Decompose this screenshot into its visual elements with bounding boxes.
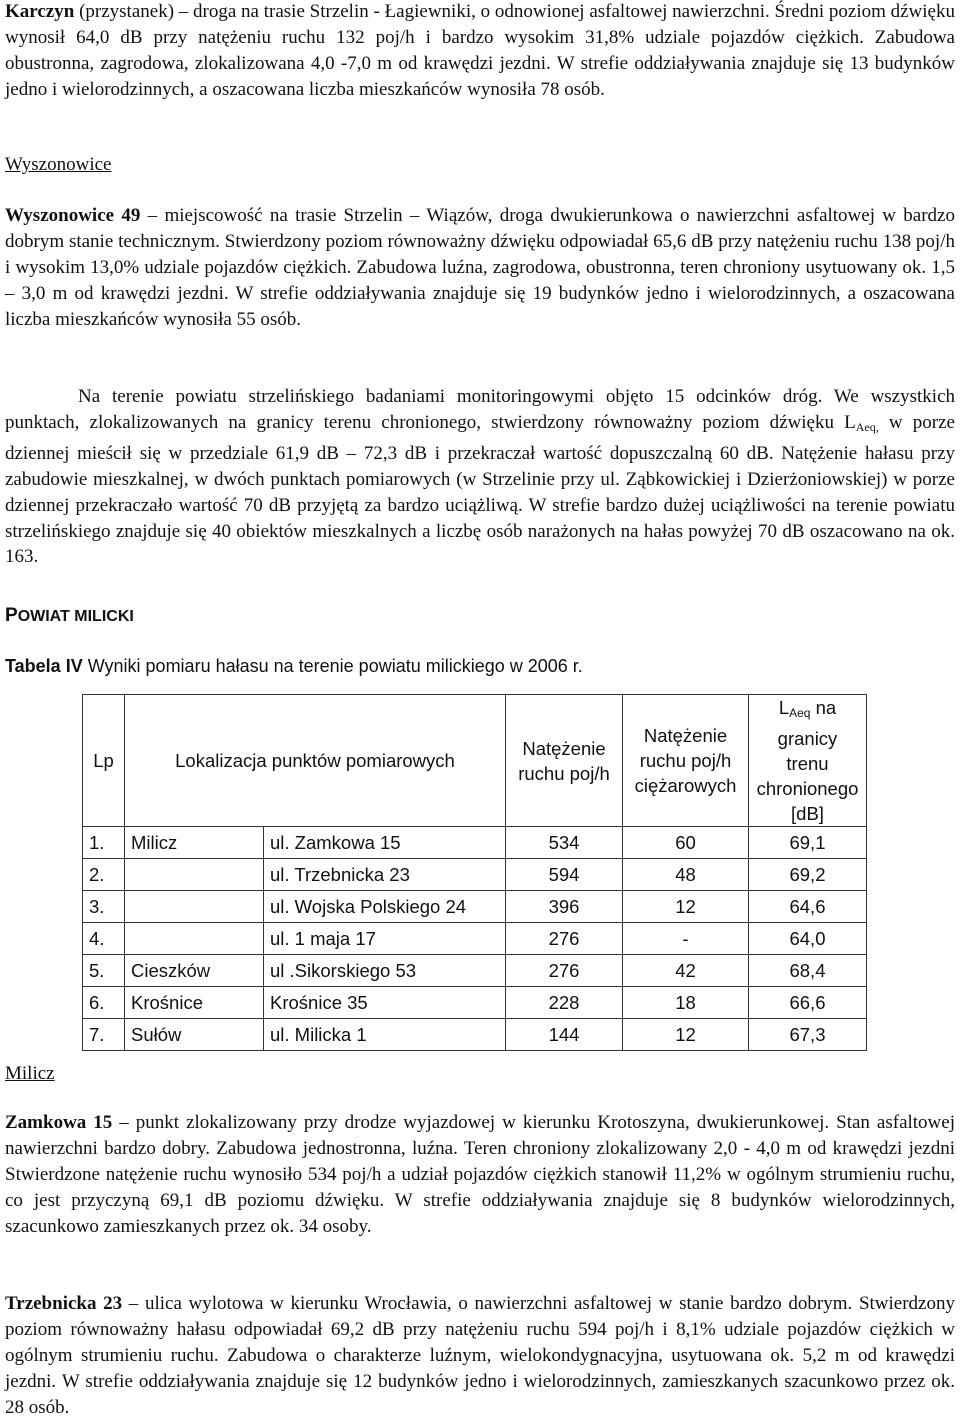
heading-wyszonowice: Wyszonowice bbox=[5, 154, 112, 175]
paragraph-summary bbox=[5, 384, 955, 570]
cell-laeq: 69,2 bbox=[749, 859, 867, 891]
table-caption-text: Wyniki pomiaru hałasu na terenie powiatu milickiego w 2006 r. bbox=[82, 656, 583, 676]
cell-heavy: 48 bbox=[623, 859, 749, 891]
karczyn-bold-label: Karczyn bbox=[5, 1, 75, 22]
cell-street: ul .Sikorskiego 53 bbox=[264, 955, 506, 987]
table-row bbox=[83, 955, 867, 987]
cell-traffic: 534 bbox=[506, 827, 623, 859]
summary-part1: Na terenie powiatu strzelińskiego badaniami monitoringowymi objęto 15 odcinków dróg. We wszystkich punktach, zlokalizowanych na granicy terenu chronionego, stwierdzony równoważny poziom dźwięku L bbox=[5, 386, 955, 433]
cell-city bbox=[125, 923, 264, 955]
section-title-first-letter: P bbox=[5, 605, 18, 626]
cell-lp: 4. bbox=[83, 923, 125, 955]
cell-lp: 3. bbox=[83, 891, 125, 923]
cell-laeq: 68,4 bbox=[749, 955, 867, 987]
table-row bbox=[83, 827, 867, 859]
cell-laeq: 64,0 bbox=[749, 923, 867, 955]
cell-lp: 7. bbox=[83, 1019, 125, 1051]
table-row bbox=[83, 987, 867, 1019]
cell-heavy: 42 bbox=[623, 955, 749, 987]
cell-city: Sułów bbox=[125, 1019, 264, 1051]
header-heavy-traffic: Natężenie ruchu poj/h ciężarowych bbox=[623, 695, 749, 827]
table-row bbox=[83, 891, 867, 923]
cell-street: ul. Wojska Polskiego 24 bbox=[264, 891, 506, 923]
cell-lp: 5. bbox=[83, 955, 125, 987]
section-title-rest: OWIAT MILICKI bbox=[17, 608, 134, 625]
zamkowa-text: – punkt zlokalizowany przy drodze wyjazdowej w kierunku Krotoszyna, dwukierunkowej. Stan asfaltowej nawierzchni bardzo dobry. Zabudowa jednostronna, luźna. Teren chroniony zlokalizowany 2,0 - 4,0 m od krawędzi jezdni Stwierdzone natężenie ruchu wynosiło 534 poj/h a udział pojazdów ciężkich stanowił 11,2% w ogólnym strumieniu ruchu, co jest przyczyną 69,1 dB poziomu dźwięku. W strefie oddziaływania znajduje się 8 budynków wielorodzinnych, szacunkowo zamieszkanych przez ok. 34 osoby. bbox=[5, 1112, 955, 1237]
table-caption bbox=[5, 654, 583, 678]
header-traffic: Natężenie ruchu poj/h bbox=[506, 695, 623, 827]
header-lp: Lp bbox=[83, 695, 125, 827]
cell-heavy: - bbox=[623, 923, 749, 955]
cell-traffic: 276 bbox=[506, 923, 623, 955]
header-location: Lokalizacja punktów pomiarowych bbox=[125, 695, 506, 827]
cell-street: ul. Trzebnicka 23 bbox=[264, 859, 506, 891]
cell-city bbox=[125, 859, 264, 891]
paragraph-wyszonowice bbox=[5, 203, 955, 333]
cell-laeq: 66,6 bbox=[749, 987, 867, 1019]
cell-city: Krośnice bbox=[125, 987, 264, 1019]
noise-results-table bbox=[82, 694, 867, 1051]
paragraph-karczyn bbox=[5, 0, 955, 103]
cell-traffic: 144 bbox=[506, 1019, 623, 1051]
cell-city bbox=[125, 891, 264, 923]
wyszonowice-text: – miejscowość na trasie Strzelin – Wiązów, droga dwukierunkowa o nawierzchni asfaltowej w bardzo dobrym stanie technicznym. Stwierdzony poziom równoważny dźwięku odpowiadał 65,6 dB przy natężeniu ruchu 138 poj/h i wysokim 13,0% udziale pojazdów ciężkich. Zabudowa luźna, zagrodowa, obustronna, teren chroniony usytuowany ok. 1,5 – 3,0 m od krawędzi jezdni. W strefie oddziaływania znajduje się 19 budynków jedno i wielorodzinnych, a oszacowana liczba mieszkańców wynosiła 55 osób. bbox=[5, 205, 955, 330]
cell-lp: 2. bbox=[83, 859, 125, 891]
cell-street: Krośnice 35 bbox=[264, 987, 506, 1019]
cell-street: ul. 1 maja 17 bbox=[264, 923, 506, 955]
cell-city: Cieszków bbox=[125, 955, 264, 987]
table-row bbox=[83, 923, 867, 955]
cell-city: Milicz bbox=[125, 827, 264, 859]
cell-street: ul. Zamkowa 15 bbox=[264, 827, 506, 859]
header-laeq-main: L bbox=[778, 697, 790, 718]
header-laeq-rest: na granicy trenu chronionego [dB] bbox=[756, 697, 859, 824]
cell-heavy: 18 bbox=[623, 987, 749, 1019]
header-laeq bbox=[749, 695, 867, 827]
cell-heavy: 60 bbox=[623, 827, 749, 859]
table-row bbox=[83, 859, 867, 891]
summary-laeq-subscript: Aeq, bbox=[855, 419, 879, 434]
table-header-row bbox=[83, 695, 867, 827]
cell-laeq: 64,6 bbox=[749, 891, 867, 923]
cell-traffic: 276 bbox=[506, 955, 623, 987]
paragraph-trzebnicka bbox=[5, 1291, 955, 1421]
cell-lp: 1. bbox=[83, 827, 125, 859]
cell-lp: 6. bbox=[83, 987, 125, 1019]
karczyn-text: (przystanek) – droga na trasie Strzelin - Łagiewniki, o odnowionej asfaltowej nawierzchni. Średni poziom dźwięku wynosił 64,0 dB przy natężeniu ruchu 132 poj/h i bardzo wysokim 31,8% udziale pojazdów ciężkich. Zabudowa obustronna, zagrodowa, zlokalizowana 4,0 -7,0 m od krawędzi jezdni. W strefie oddziaływania znajduje się 13 budynków jedno i wielorodzinnych, a oszacowana liczba mieszkańców wynosiła 78 osób. bbox=[5, 1, 955, 100]
cell-laeq: 67,3 bbox=[749, 1019, 867, 1051]
cell-traffic: 396 bbox=[506, 891, 623, 923]
wyszonowice-bold-label: Wyszonowice 49 bbox=[5, 205, 141, 226]
header-laeq-subscript: Aeq bbox=[789, 706, 811, 720]
cell-traffic: 228 bbox=[506, 987, 623, 1019]
cell-traffic: 594 bbox=[506, 859, 623, 891]
cell-heavy: 12 bbox=[623, 1019, 749, 1051]
paragraph-zamkowa bbox=[5, 1110, 955, 1240]
trzebnicka-text: – ulica wylotowa w kierunku Wrocławia, o nawierzchni asfaltowej w stanie bardzo dobrym. Stwierdzony poziom równoważny hałasu odpowiadał 69,2 dB przy natężeniu ruchu 594 poj/h i 8,1% udziale pojazdów ciężkich w ogólnym strumieniu ruchu. Zabudowa o charakterze luźnym, wielokondygnacyjna, usytuowana ok. 5,2 m od krawędzi jezdni. W strefie oddziaływania znajduje się 12 budynków jedno i wielorodzinnych, zamieszkanych szacunkowo przez ok. 28 osób. bbox=[5, 1293, 955, 1418]
trzebnicka-bold-label: Trzebnicka 23 bbox=[5, 1293, 123, 1314]
section-title-powiat-milicki bbox=[5, 605, 134, 628]
cell-street: ul. Milicka 1 bbox=[264, 1019, 506, 1051]
heading-milicz: Milicz bbox=[5, 1063, 55, 1084]
summary-part2: w porze dziennej mieścił się w przedziale 61,9 dB – 72,3 dB i przekraczał wartość dopuszczalną 60 dB. Natężenie hałasu przy zabudowie mieszkalnej, w dwóch punktach pomiarowych (w Strzelinie przy ul. Ząbkowickiej i Dzierżoniowskiej) w porze dziennej przekraczało wartość 70 dB przyjętą za bardzo uciążliwą. W strefie bardzo dużej uciążliwości na terenie powiatu strzelińskiego znajduje się 40 obiektów mieszkalnych a liczbę osób narażonych na hałas powyżej 70 dB oszacowano na ok. 163. bbox=[5, 411, 955, 568]
table-row bbox=[83, 1019, 867, 1051]
table-caption-label: Tabela IV bbox=[5, 656, 83, 676]
cell-laeq: 69,1 bbox=[749, 827, 867, 859]
cell-heavy: 12 bbox=[623, 891, 749, 923]
zamkowa-bold-label: Zamkowa 15 bbox=[5, 1112, 113, 1133]
